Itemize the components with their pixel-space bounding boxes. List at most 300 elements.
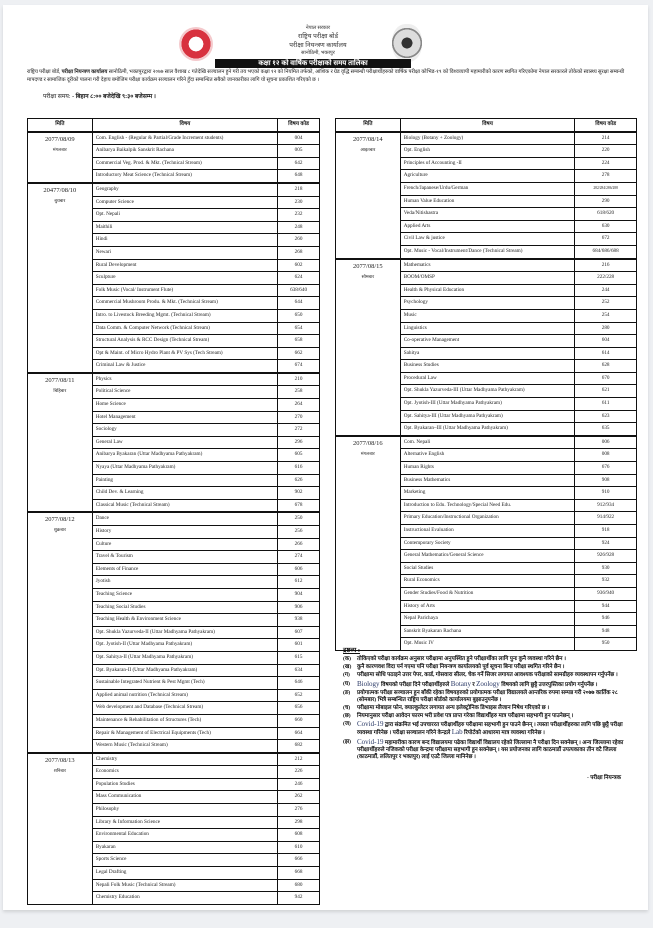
subject-code-cell: 607 xyxy=(278,626,320,639)
subject-cell: Nyaya (Uttar Madhyama Pathyakram) xyxy=(92,462,277,475)
exam-date: 2077/08/13 xyxy=(45,756,75,764)
header-subject: विषय xyxy=(92,119,277,132)
subject-code-cell: 670 xyxy=(575,372,637,385)
subject-cell: Opt. Byakaran-II (Uttar Madhyama Pathyakram) xyxy=(92,664,277,677)
subject-code-cell: 664 xyxy=(278,727,320,740)
subject-code-cell: 648 xyxy=(278,170,320,183)
header-subject: विषय xyxy=(400,119,575,132)
subject-cell: Sanskrit Byakaran Rachana xyxy=(400,625,575,638)
subject-code-cell: 605 xyxy=(278,449,320,462)
note-text-part: कुनै कारणवश विदा पर्न गएमा पनि परीक्षा नियन्त्रण कार्यालयको पूर्व सूचना बिना परीक्षा स्थगित गरिने छैन । xyxy=(357,664,565,671)
header-code: विषय कोड xyxy=(575,119,637,132)
exam-date-cell xyxy=(28,512,93,752)
subject-cell: Chemistry Education xyxy=(92,892,277,905)
subject-cell: History of Arts xyxy=(400,600,575,613)
header-code: विषय कोड xyxy=(278,119,320,132)
table-row xyxy=(336,132,637,145)
exam-time-line xyxy=(43,93,156,101)
note-text-part: परीक्षामा मोबाइल फोन, क्याल्कुलेटर लगायत अन्य इलेक्ट्रोनिक डिभाइस लैजान निषेध गरिएको छ । xyxy=(357,704,550,711)
subject-cell: Maithili xyxy=(92,221,277,234)
notice-header xyxy=(3,5,648,65)
subject-code-cell: 222/228 xyxy=(575,272,637,285)
note-latin-term: Zoology xyxy=(476,679,500,688)
subject-code-cell: 006 xyxy=(575,436,637,449)
subject-cell: Jyotish xyxy=(92,576,277,589)
table-row xyxy=(336,259,637,272)
subject-cell: General Mathematics/General Science xyxy=(400,550,575,563)
subject-code-cell: 252 xyxy=(575,297,637,310)
subject-cell: Com. Nepali xyxy=(400,436,575,449)
subject-cell: Opt. Nepali xyxy=(92,209,277,222)
subject-cell: Procedural Law xyxy=(400,372,575,385)
subject-cell: BOOM/OMSP xyxy=(400,272,575,285)
subject-cell: Human Value Education xyxy=(400,195,575,208)
subject-code-cell: 298 xyxy=(278,816,320,829)
subject-code-cell: 264 xyxy=(278,399,320,412)
exam-date: 2077/08/11 xyxy=(45,376,75,384)
exam-day: शुक्रबार xyxy=(53,527,66,533)
table-row xyxy=(28,512,320,525)
note-text xyxy=(357,713,633,720)
subject-code-cell: 932 xyxy=(575,575,637,588)
subject-cell: Opt. Shukla Yazurveda-II (Uttar Madhyama Pathyakram) xyxy=(92,626,277,639)
subject-code-cell: 654 xyxy=(278,322,320,335)
subject-cell: Instructional Evaluation xyxy=(400,525,575,538)
subject-cell: Opt & Maint. of Micro Hydro Plant & PV Sys (Tech Stream) xyxy=(92,347,277,360)
subject-code-cell: 668 xyxy=(278,867,320,880)
subject-code-cell: 628 xyxy=(575,360,637,373)
subject-code-cell: 254 xyxy=(575,309,637,322)
subject-code-cell: 260 xyxy=(278,234,320,247)
subject-cell: Rural Development xyxy=(92,259,277,272)
subject-code-cell: 904 xyxy=(278,588,320,601)
subject-cell: Sports Science xyxy=(92,854,277,867)
subject-cell: Social Studies xyxy=(400,562,575,575)
table-row xyxy=(28,183,320,196)
schedule-body-left xyxy=(28,132,320,905)
note-latin-term: Covid-19 xyxy=(357,720,384,729)
subject-cell: Applied animal nutrition (Technical Stream) xyxy=(92,689,277,702)
nepal-government-emblem-icon xyxy=(179,27,213,61)
subject-code-cell: 646 xyxy=(278,677,320,690)
subject-code-cell: 635 xyxy=(575,423,637,436)
subject-cell: Hindi xyxy=(92,234,277,247)
subject-cell: Anibarya Baikalpik Sanskrit Rachana xyxy=(92,145,277,158)
subject-code-cell: 608 xyxy=(278,829,320,842)
subject-code-cell: 938 xyxy=(278,614,320,627)
subject-code-cell: 918 xyxy=(575,525,637,538)
subject-code-cell: 634 xyxy=(278,664,320,677)
exam-date-cell xyxy=(28,183,93,373)
exam-board-seal-icon xyxy=(392,24,422,62)
exam-date: 2077/08/09 xyxy=(45,135,75,143)
note-text-part: प्रयोगात्मक परीक्षा सञ्चालन हुन बाँकी रहेका विषयहरुको प्रयोगात्मक परीक्षा विद्यालयले आन्तरिक रुपमा सम्पन्न गरी २०७७ कार्तिक २८ (सोमबार) भित्रै सम्बन्धित राष्ट्रिय परीक्षा बोर्डको कार्यालयमा बुझाउनुपर्नेछ । xyxy=(357,689,618,703)
note-number: (ग) xyxy=(343,672,350,679)
exam-day: शनिबार xyxy=(53,767,67,773)
note-number: (झ) xyxy=(343,738,351,745)
exam-time-label: परीक्षा समय: xyxy=(43,94,71,100)
subject-cell: Web development and Database (Technical Stream) xyxy=(92,702,277,715)
subject-code-cell: 660 xyxy=(278,714,320,727)
subject-cell: Economics xyxy=(92,766,277,779)
subject-cell: Western Music (Technical Stream) xyxy=(92,740,277,753)
subject-code-cell: 656 xyxy=(278,702,320,715)
subject-code-cell: 290 xyxy=(575,195,637,208)
subject-code-cell: 674 xyxy=(278,360,320,373)
subject-cell: Travel & Tourism xyxy=(92,551,277,564)
subject-code-cell: 214 xyxy=(575,132,637,145)
note-item xyxy=(343,721,633,737)
subject-cell: Home Science xyxy=(92,399,277,412)
subject-code-cell: 638/640 xyxy=(278,284,320,297)
subject-code-cell: 005 xyxy=(278,145,320,158)
note-text xyxy=(357,656,633,663)
note-item xyxy=(343,739,633,761)
subject-cell: Opt. Jyotish-II (Uttar Madhyama Pathyakram) xyxy=(92,639,277,652)
intro-text-start: राष्ट्रिय परीक्षा बोर्ड, xyxy=(27,69,62,75)
subject-code-cell: 248 xyxy=(278,221,320,234)
subject-cell: Opt. English xyxy=(400,145,575,158)
subject-code-cell: 914/922 xyxy=(575,512,637,525)
exam-date: 2077/08/16 xyxy=(353,439,383,447)
subject-code-cell: 296 xyxy=(278,436,320,449)
note-number: (ङ) xyxy=(343,689,351,696)
subject-code-cell: 606 xyxy=(278,563,320,576)
notice-page xyxy=(3,5,648,910)
subject-cell: Nepali Folk Music (Technical Stream) xyxy=(92,879,277,892)
subject-cell: Co-operative Management xyxy=(400,335,575,348)
subject-cell: Newari xyxy=(92,246,277,259)
subject-code-cell: 256 xyxy=(278,526,320,539)
subject-code-cell: 274 xyxy=(278,551,320,564)
exam-day: सोमबार xyxy=(361,273,375,279)
subject-cell: Chemistry xyxy=(92,753,277,766)
note-text xyxy=(357,705,633,712)
subject-code-cell: 906 xyxy=(278,601,320,614)
note-number: (क) xyxy=(343,656,352,662)
note-text-part: महामारीका कारण बन्द विद्यालयमा पढेका विद्यार्थी विद्यालय रहेको जिल्लामा नै परीक्षा दिन सक्नेछन् । अन्य जिल्लामा रहेका परीक्षार्थीहरुले नजिकको परीक्षा केन्द्रमा परीक्षामा सहभागी हुन सक्नेछन् । यस प्रयोजनका लागि काठमाडौं उपत्यकाका तीन वटै जिल्ला (काठमाडौं, ललितपुर र भक्तपुर) लाई एउटै जिल्ला मानिनेछ । xyxy=(357,739,624,760)
subject-cell: Mathematics xyxy=(400,259,575,272)
subject-cell: Commercial Veg. Prod. & Mkt. (Technical Stream) xyxy=(92,157,277,170)
subject-code-cell: 936/940 xyxy=(575,587,637,600)
subject-code-cell: 662 xyxy=(278,347,320,360)
note-text xyxy=(357,681,633,689)
exam-date-cell xyxy=(28,373,93,513)
note-latin-term: Lab xyxy=(451,728,463,737)
subject-cell: Hotel Management xyxy=(92,411,277,424)
exam-date-cell xyxy=(28,132,93,183)
subject-cell: Primary Education/Instructional Organization xyxy=(400,512,575,525)
schedule-table-left xyxy=(27,118,320,905)
subject-cell: Principles of Accounting -II xyxy=(400,157,575,170)
exam-date: 2077/08/12 xyxy=(45,516,75,524)
board-name: राष्ट्रिय परीक्षा बोर्ड xyxy=(297,33,339,40)
subject-code-cell: 602 xyxy=(278,259,320,272)
subject-code-cell: 218 xyxy=(278,183,320,196)
note-number: (घ) xyxy=(343,680,351,687)
note-text-part: विषयको लागि छुट्टै उत्तरपुस्तिका प्रयोग गर्नुपर्नेछ । xyxy=(499,681,598,688)
subject-cell: Teaching Science xyxy=(92,588,277,601)
note-number: (ज) xyxy=(343,721,351,728)
subject-cell: Culture xyxy=(92,538,277,551)
subject-cell: Business Studies xyxy=(400,360,575,373)
subject-code-cell: 621 xyxy=(575,385,637,398)
subject-code-cell: 644 xyxy=(278,297,320,310)
header-date: मिति xyxy=(28,119,93,132)
exam-day: मंगलबार xyxy=(52,146,67,152)
subject-code-cell: 658 xyxy=(278,335,320,348)
subject-code-cell: 624 xyxy=(278,272,320,285)
subject-code-cell: 944 xyxy=(575,600,637,613)
subject-code-cell: 948 xyxy=(575,625,637,638)
note-item xyxy=(343,664,633,671)
subject-code-cell: 623 xyxy=(575,410,637,423)
subject-cell: General Law xyxy=(92,436,277,449)
subject-cell: Philosophy xyxy=(92,804,277,817)
note-number: (च) xyxy=(343,704,351,711)
subject-code-cell: 612 xyxy=(278,576,320,589)
subject-code-cell: 246 xyxy=(278,778,320,791)
subject-cell: Elements of Finance xyxy=(92,563,277,576)
note-item xyxy=(343,656,633,663)
notes-list xyxy=(343,656,633,761)
office-address-block xyxy=(253,25,383,57)
exam-date-cell xyxy=(336,259,401,436)
subject-cell: Sahitya xyxy=(400,347,575,360)
exam-time-value: - बिहान ८:०० बजेदेखि ९:३० बजेसम्म । xyxy=(72,94,156,100)
subject-code-cell: 601 xyxy=(278,639,320,652)
subject-code-cell: 280 xyxy=(575,322,637,335)
subject-code-cell: 268 xyxy=(278,246,320,259)
exam-date-cell xyxy=(336,132,401,259)
subject-code-cell: 902 xyxy=(278,487,320,500)
subject-code-cell: 611 xyxy=(575,398,637,411)
note-item xyxy=(343,690,633,704)
subject-cell: Teaching Health & Environment Science xyxy=(92,614,277,627)
subject-code-cell: 230 xyxy=(278,196,320,209)
subject-code-cell: 684/686/688 xyxy=(575,245,637,258)
subject-cell: French/Japanese/Urdu/German xyxy=(400,182,575,195)
subject-cell: Population Studies xyxy=(92,778,277,791)
subject-code-cell: 650 xyxy=(278,309,320,322)
subject-cell: Opt. Sahitya-III (Uttar Madhyama Pathyakram) xyxy=(400,410,575,423)
exam-day: बुधबार xyxy=(54,197,66,203)
subject-code-cell: 216 xyxy=(575,259,637,272)
subject-cell: Teaching Social Studies xyxy=(92,601,277,614)
subject-code-cell: 244 xyxy=(575,284,637,297)
note-number: (छ) xyxy=(343,713,351,720)
subject-cell: Folk Music (Vocal/ Instrument Flute) xyxy=(92,284,277,297)
table-header-row xyxy=(336,119,637,132)
note-text-part: परीक्षामा सोधि पठाइने उत्तर पेपर, कार्ड, गोसवारा सीलर, चेक गर्ने सिजर लगायत आवश्यक परीक्षाको सामग्रीहरु व्यवस्थापन गर्नुपर्नेछ । xyxy=(357,672,618,679)
exam-date: 20477/08/10 xyxy=(43,186,77,194)
subject-cell: Political Science xyxy=(92,386,277,399)
subject-cell: Marketing xyxy=(400,487,575,500)
subject-cell: Physics xyxy=(92,373,277,386)
subject-cell: Contemporary Society xyxy=(400,537,575,550)
subject-cell: Byakaran xyxy=(92,841,277,854)
subject-code-cell: 262 xyxy=(278,791,320,804)
subject-code-cell: 212 xyxy=(278,753,320,766)
subject-cell: Applied Arts xyxy=(400,220,575,233)
subject-cell: Opt. Shukla Yazurveda-III (Uttar Madhyama Pathyakram) xyxy=(400,385,575,398)
subject-code-cell: 930 xyxy=(575,562,637,575)
subject-cell: Intro. to Livestock Breeding Mgmt. (Technical Stream) xyxy=(92,309,277,322)
subject-code-cell: 276 xyxy=(278,804,320,817)
subject-code-cell: 912/934 xyxy=(575,499,637,512)
subject-cell: Health & Physical Education xyxy=(400,284,575,297)
subject-code-cell: 210 xyxy=(278,373,320,386)
intro-paragraph xyxy=(27,69,632,84)
subject-code-cell: 220 xyxy=(575,145,637,158)
notes-section xyxy=(343,647,633,782)
note-item xyxy=(343,672,633,679)
subject-cell: Com. English - (Regular & Partial/Grade Increment students) xyxy=(92,132,277,145)
subject-code-cell: 266 xyxy=(278,538,320,551)
subject-code-cell: 666 xyxy=(278,854,320,867)
note-number: (ख) xyxy=(343,664,352,671)
subject-code-cell: 232 xyxy=(278,209,320,222)
subject-cell: Rural Economics xyxy=(400,575,575,588)
subject-code-cell: 950 xyxy=(575,638,637,651)
subject-cell: Computer Science xyxy=(92,196,277,209)
subject-cell: Psychology xyxy=(400,297,575,310)
exam-day: आइतबार xyxy=(360,146,376,152)
table-row xyxy=(28,132,320,145)
note-text-part: तोकिएको परीक्षा कार्यक्रम अनुसार परीक्षामा अनुपस्थित हुने परीक्षार्थीका लागि पुनः कुनै व्यवस्था गरिने छैन । xyxy=(357,656,567,662)
subject-code-cell: 678 xyxy=(278,499,320,512)
subject-cell: Gender Studies/Food & Nutrition xyxy=(400,587,575,600)
office-location: सानोठिमी, भक्तपुर xyxy=(301,51,335,56)
subject-code-cell: 618/620 xyxy=(575,208,637,221)
subject-code-cell: 682 xyxy=(278,740,320,753)
subject-cell: Agriculture xyxy=(400,170,575,183)
subject-cell: Music xyxy=(400,309,575,322)
subject-code-cell: 626 xyxy=(278,474,320,487)
table-row xyxy=(28,753,320,766)
subject-cell: Introduction to Edu. Technology/Special Need Edu. xyxy=(400,499,575,512)
subject-cell: Nepal Parichaya xyxy=(400,613,575,626)
subject-code-cell: 008 xyxy=(575,449,637,462)
subject-code-cell: 258 xyxy=(278,386,320,399)
intro-office-bold: परीक्षा नियन्त्रण कार्यालय xyxy=(61,69,108,75)
subject-cell: Data Comm. & Computer Network (Technical Stream) xyxy=(92,322,277,335)
signature-controller: - परीक्षा नियन्त्रक xyxy=(586,774,621,781)
subject-cell: Veda/Nitishastra xyxy=(400,208,575,221)
subject-code-cell: 630 xyxy=(575,220,637,233)
subject-code-cell: 680 xyxy=(278,879,320,892)
table-row xyxy=(336,436,637,449)
table-header-row xyxy=(28,119,320,132)
header-date: मिति xyxy=(336,119,401,132)
table-row xyxy=(28,373,320,386)
subject-code-cell: 652 xyxy=(278,689,320,702)
exam-date: 2077/08/15 xyxy=(353,262,383,270)
subject-code-cell: 224 xyxy=(575,157,637,170)
subject-cell: Commercial Mushroom Produ. & Mkt. (Technical Stream) xyxy=(92,297,277,310)
subject-code-cell: 610 xyxy=(278,841,320,854)
subject-cell: Linguistics xyxy=(400,322,575,335)
subject-cell: Child Dev. & Learning xyxy=(92,487,277,500)
subject-code-cell: 250 xyxy=(278,512,320,525)
subject-cell: Classical Music (Technical Stream) xyxy=(92,499,277,512)
government-name: नेपाल सरकार xyxy=(305,26,331,31)
subject-code-cell: 272 xyxy=(278,424,320,437)
subject-cell: Environmental Education xyxy=(92,829,277,842)
subject-cell: Mass Communication xyxy=(92,791,277,804)
subject-cell: History xyxy=(92,526,277,539)
note-latin-term: Biology xyxy=(357,679,380,688)
subject-cell: Maintenance & Rehabilitation of Structures (Tech) xyxy=(92,714,277,727)
note-item xyxy=(343,713,633,720)
subject-cell: Repair & Management of Electrical Equipments (Tech) xyxy=(92,727,277,740)
schedule-body-right xyxy=(336,132,637,651)
subject-code-cell: 604 xyxy=(575,335,637,348)
subject-code-cell: 924 xyxy=(575,537,637,550)
subject-cell: Sustainable Integrated Nutrient & Pest Mgmt (Tech) xyxy=(92,677,277,690)
note-text xyxy=(357,739,633,761)
note-text xyxy=(357,672,633,679)
subject-code-cell: 282/284/286/288 xyxy=(575,182,637,195)
subject-cell: Library & Information Science xyxy=(92,816,277,829)
note-item xyxy=(343,705,633,712)
note-text-part: र xyxy=(470,681,477,688)
subject-cell: Opt. Music IV xyxy=(400,638,575,651)
subject-code-cell: 926/928 xyxy=(575,550,637,563)
exam-day: बिहिबार xyxy=(53,387,67,393)
notice-title: कक्षा १२ को वार्षिक परीक्षाको समय तालिका xyxy=(215,59,411,68)
subject-cell: Sociology xyxy=(92,424,277,437)
note-text xyxy=(357,690,633,704)
subject-cell: Criminal Law & Justice xyxy=(92,360,277,373)
subject-cell: Opt. Sahitya-II (Uttar Madhyama Pathyakram) xyxy=(92,651,277,664)
subject-cell: Opt. Jyotish-III (Uttar Madhyama Pathyakram) xyxy=(400,398,575,411)
subject-code-cell: 226 xyxy=(278,766,320,779)
intro-text-rest: सानोठिमी, भक्तपुरद्वारा २०७७ साल वैशाख ८ गतेदेखि सञ्चालन हुने गरी तय भएको कक्षा १२ को नियमित तर्फको, आंशिक र ग्रेड वृद्धि सम्बन्धी परीक्षार्थीहरुको वार्षिक परीक्षा कोभिड-१९ को विश्वव्यापी महामारीको कारण स्थगित गरिएकोमा नेपाल सरकारले तोकेको स्वास्थ्य सुरक्षा सम्बन्धी मापदण्ड र सामाजिक दूरीको पालना गरी देहाय बमोजिम परीक्षा कार्यक्रम सञ्चालन गरिने हुँदा सम्बन्धित सबैको जानकारीका लागि यो सूचना प्रकाशित गरिएको छ । xyxy=(27,69,625,83)
subject-code-cell: 676 xyxy=(575,462,637,475)
subject-cell: Legal Drafting xyxy=(92,867,277,880)
note-text xyxy=(357,721,633,737)
subject-cell: Human Rights xyxy=(400,462,575,475)
subject-cell: Civil Law & justice xyxy=(400,233,575,246)
note-latin-term: Covid-19 xyxy=(357,737,384,746)
exam-date-cell xyxy=(28,753,93,905)
subject-code-cell: 615 xyxy=(278,651,320,664)
subject-code-cell: 942 xyxy=(278,892,320,905)
notes-heading: द्रष्टव्य : xyxy=(343,647,361,654)
note-text xyxy=(357,664,633,671)
subject-code-cell: 910 xyxy=(575,487,637,500)
subject-code-cell: 616 xyxy=(278,462,320,475)
subject-cell: Alternative English xyxy=(400,449,575,462)
subject-code-cell: 908 xyxy=(575,474,637,487)
note-text-part: रिपोर्टको आधारमा मात्र व्यवस्था गरिनेछ । xyxy=(462,730,545,737)
subject-cell: Dance xyxy=(92,512,277,525)
subject-cell: Painting xyxy=(92,474,277,487)
schedule-table-right xyxy=(335,118,637,651)
subject-cell: Business Mathematics xyxy=(400,474,575,487)
exam-day: मंगलबार xyxy=(360,450,375,456)
subject-cell: Geography xyxy=(92,183,277,196)
office-name: परीक्षा नियन्त्रण कार्यालय xyxy=(289,42,347,49)
exam-date-cell xyxy=(336,436,401,651)
note-text-part: नियमानुसार परीक्षा आवेदन फारम भरी प्रवेश पत्र प्राप्त गरेका विद्यार्थीहरु मात्र परीक्षामा सहभागी हुन पाउनेछन् । xyxy=(357,713,574,720)
note-item xyxy=(343,681,633,689)
subject-code-cell: 946 xyxy=(575,613,637,626)
subject-cell: Biology (Botany + Zoology) xyxy=(400,132,575,145)
subject-cell: Introductory Meat Science (Technical Stream) xyxy=(92,170,277,183)
subject-code-cell: 270 xyxy=(278,411,320,424)
